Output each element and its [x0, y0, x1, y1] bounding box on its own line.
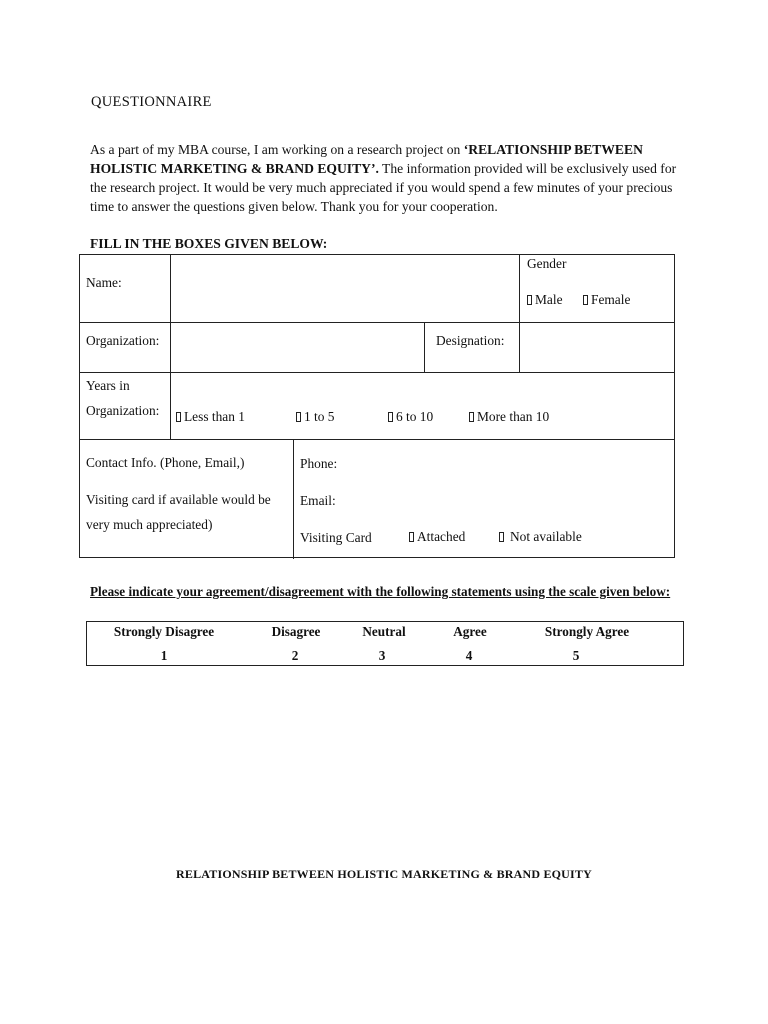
scale-label-agree: Agree: [453, 624, 487, 639]
scale-number-4: 4: [465, 648, 473, 663]
intro-text-start: As a part of my MBA course, I am working on a research project on: [90, 142, 464, 157]
visiting-card-note-line1: Visiting card if available would be: [86, 492, 271, 507]
scale-number-3: 3: [378, 648, 386, 663]
scale-number-2: 2: [291, 648, 299, 663]
years-option-less-than-1[interactable]: Less than 1: [176, 409, 245, 425]
scale-number-5: 5: [572, 648, 580, 663]
organization-label: Organization:: [86, 333, 160, 348]
name-field[interactable]: [171, 255, 518, 321]
email-label: Email:: [300, 493, 336, 508]
gender-option-female[interactable]: Female: [583, 292, 630, 308]
scale-instructions: Please indicate your agreement/disagreement with the following statements using the scale given below:: [90, 584, 671, 599]
scale-label-neutral: Neutral: [362, 624, 406, 639]
years-option-1-to-5[interactable]: 1 to 5: [296, 409, 335, 425]
name-label: Name:: [86, 275, 122, 290]
column-divider: [424, 322, 425, 372]
email-field[interactable]: [348, 484, 670, 510]
male-checkbox[interactable]: [527, 295, 532, 305]
scale-label-strongly-disagree: Strongly Disagree: [113, 624, 215, 639]
1-to-5-checkbox[interactable]: [296, 412, 301, 422]
female-checkbox[interactable]: [583, 295, 588, 305]
scale-label-disagree: Disagree: [271, 624, 321, 639]
attached-checkbox[interactable]: [409, 532, 414, 542]
row-divider: [80, 439, 674, 440]
years-label-line1: Years in: [86, 378, 130, 393]
years-label-line2: Organization:: [86, 403, 160, 418]
contact-info-label: Contact Info. (Phone, Email,): [86, 455, 245, 470]
less-than-1-checkbox[interactable]: [176, 412, 181, 422]
designation-field[interactable]: [520, 323, 674, 371]
visiting-card-label: Visiting Card: [300, 530, 372, 545]
6-to-10-checkbox[interactable]: [388, 412, 393, 422]
scale-number-1: 1: [160, 648, 168, 663]
intro-project-title: ‘RELATIONSHIP BETWEEN HOLISTIC MARKETING & BRAND EQUITY’.: [90, 142, 643, 176]
years-option-6-to-10[interactable]: 6 to 10: [388, 409, 433, 425]
page-title: QUESTIONNAIRE: [91, 94, 212, 110]
gender-option-male[interactable]: Male: [527, 292, 563, 308]
fill-heading: FILL IN THE BOXES GIVEN BELOW:: [90, 236, 328, 251]
not-available-checkbox[interactable]: [499, 532, 504, 542]
intro-paragraph: [90, 140, 680, 216]
phone-label: Phone:: [300, 456, 338, 471]
years-option-more-than-10[interactable]: More than 10: [469, 409, 549, 425]
visiting-card-note-line2: very much appreciated): [86, 517, 213, 532]
agreement-scale-table: [86, 621, 684, 666]
section-heading: RELATIONSHIP BETWEEN HOLISTIC MARKETING & BRAND EQUITY: [176, 867, 592, 881]
organization-field[interactable]: [171, 323, 423, 371]
scale-label-strongly-agree: Strongly Agree: [544, 624, 630, 639]
designation-label: Designation:: [436, 333, 505, 348]
column-divider: [293, 439, 294, 559]
gender-label: Gender: [527, 256, 567, 271]
visiting-card-option-attached[interactable]: Attached: [409, 529, 465, 545]
intro-text-end: The information provided will be exclusively used for the research project. It would be very much appreciated if you would spend a few minutes of your precious time to answer the questions given below. Thank you for your cooperation.: [90, 161, 677, 214]
visiting-card-option-not-available[interactable]: Not available: [499, 529, 582, 545]
phone-field[interactable]: [350, 447, 670, 473]
details-form-table: [79, 254, 675, 558]
more-than-10-checkbox[interactable]: [469, 412, 474, 422]
